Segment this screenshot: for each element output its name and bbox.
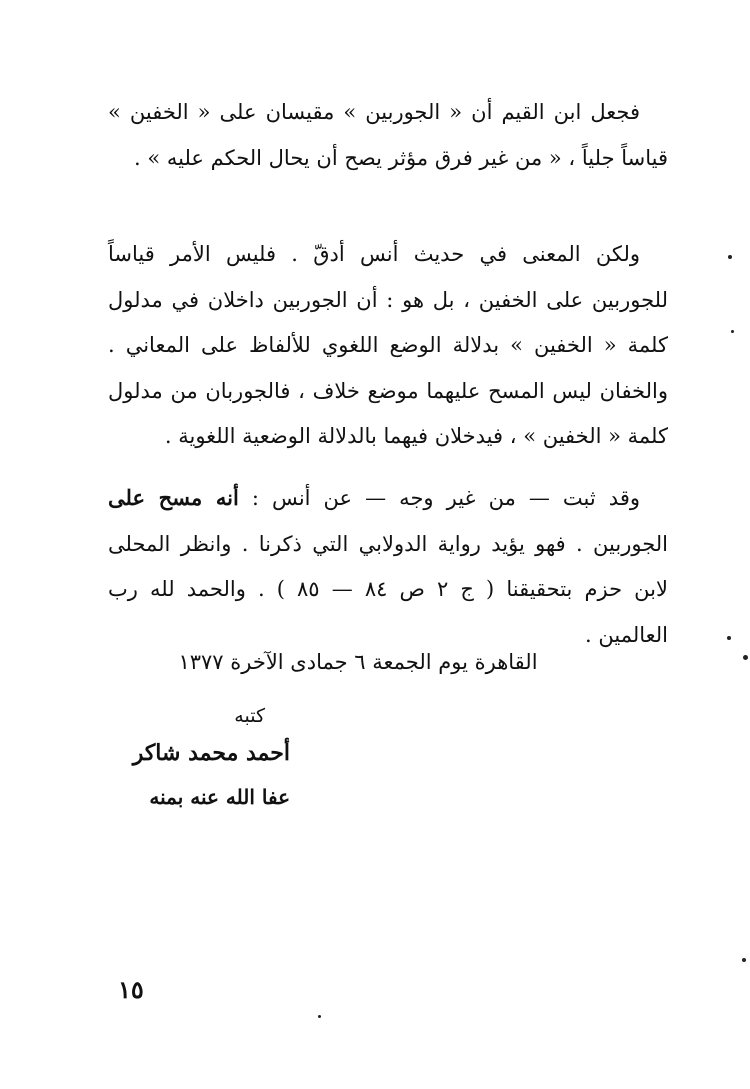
paragraph-3-rest: الجوربين . فهو يؤيد رواية الدولابي التي ذكرنا . وانظر المحلى لابن حزم بتحقيقنا ( ج ٢ ص ٨٤ — ٨٥ ) . والحمد لله رب العالمين . bbox=[108, 531, 668, 647]
scan-speck bbox=[731, 330, 734, 333]
paragraph-2 bbox=[108, 232, 668, 460]
page-number: ١٥ bbox=[118, 975, 144, 1004]
author-name: أحمد محمد شاكر bbox=[132, 740, 290, 766]
scan-speck bbox=[318, 1015, 321, 1018]
paragraph-1 bbox=[108, 90, 668, 181]
scan-speck bbox=[727, 636, 731, 640]
paragraph-3-bold: أنه مسح على bbox=[108, 485, 239, 510]
signature-closing: عفا الله عنه بمنه bbox=[149, 785, 290, 809]
paragraph-2-text: ولكن المعنى في حديث أنس أدقّ . فليس الأمر قياساً للجوربين على الخفين ، بل هو : أن الجوربين داخلان في مدلول كلمة « الخفين » بدلالة الوضع اللغوي للألفاظ على المعاني . والخفان ليس المسح عليهما موضع خلاف ، فالجوربان من مدلول كلمة « الخفين » ، فيدخلان فيهما بالدلالة الوضعية اللغوية . bbox=[108, 242, 668, 448]
scan-speck bbox=[728, 255, 732, 259]
paragraph-3-lead: وقد ثبت — من غير وجه — عن أنس : bbox=[238, 486, 640, 510]
scan-speck bbox=[742, 958, 746, 962]
signature-wrote: كتبه bbox=[234, 705, 265, 727]
paragraph-3 bbox=[108, 475, 668, 658]
scan-speck bbox=[743, 655, 748, 660]
paragraph-3-text bbox=[108, 475, 668, 658]
dateline: القاهرة يوم الجمعة ٦ جمادى الآخرة ١٣٧٧ bbox=[178, 650, 538, 674]
paragraph-1-text: فجعل ابن القيم أن « الجوربين » مقيسان على « الخفين » قياساً جلياً ، « من غير فرق مؤثر يصح أن يحال الحكم عليه » . bbox=[108, 100, 668, 170]
